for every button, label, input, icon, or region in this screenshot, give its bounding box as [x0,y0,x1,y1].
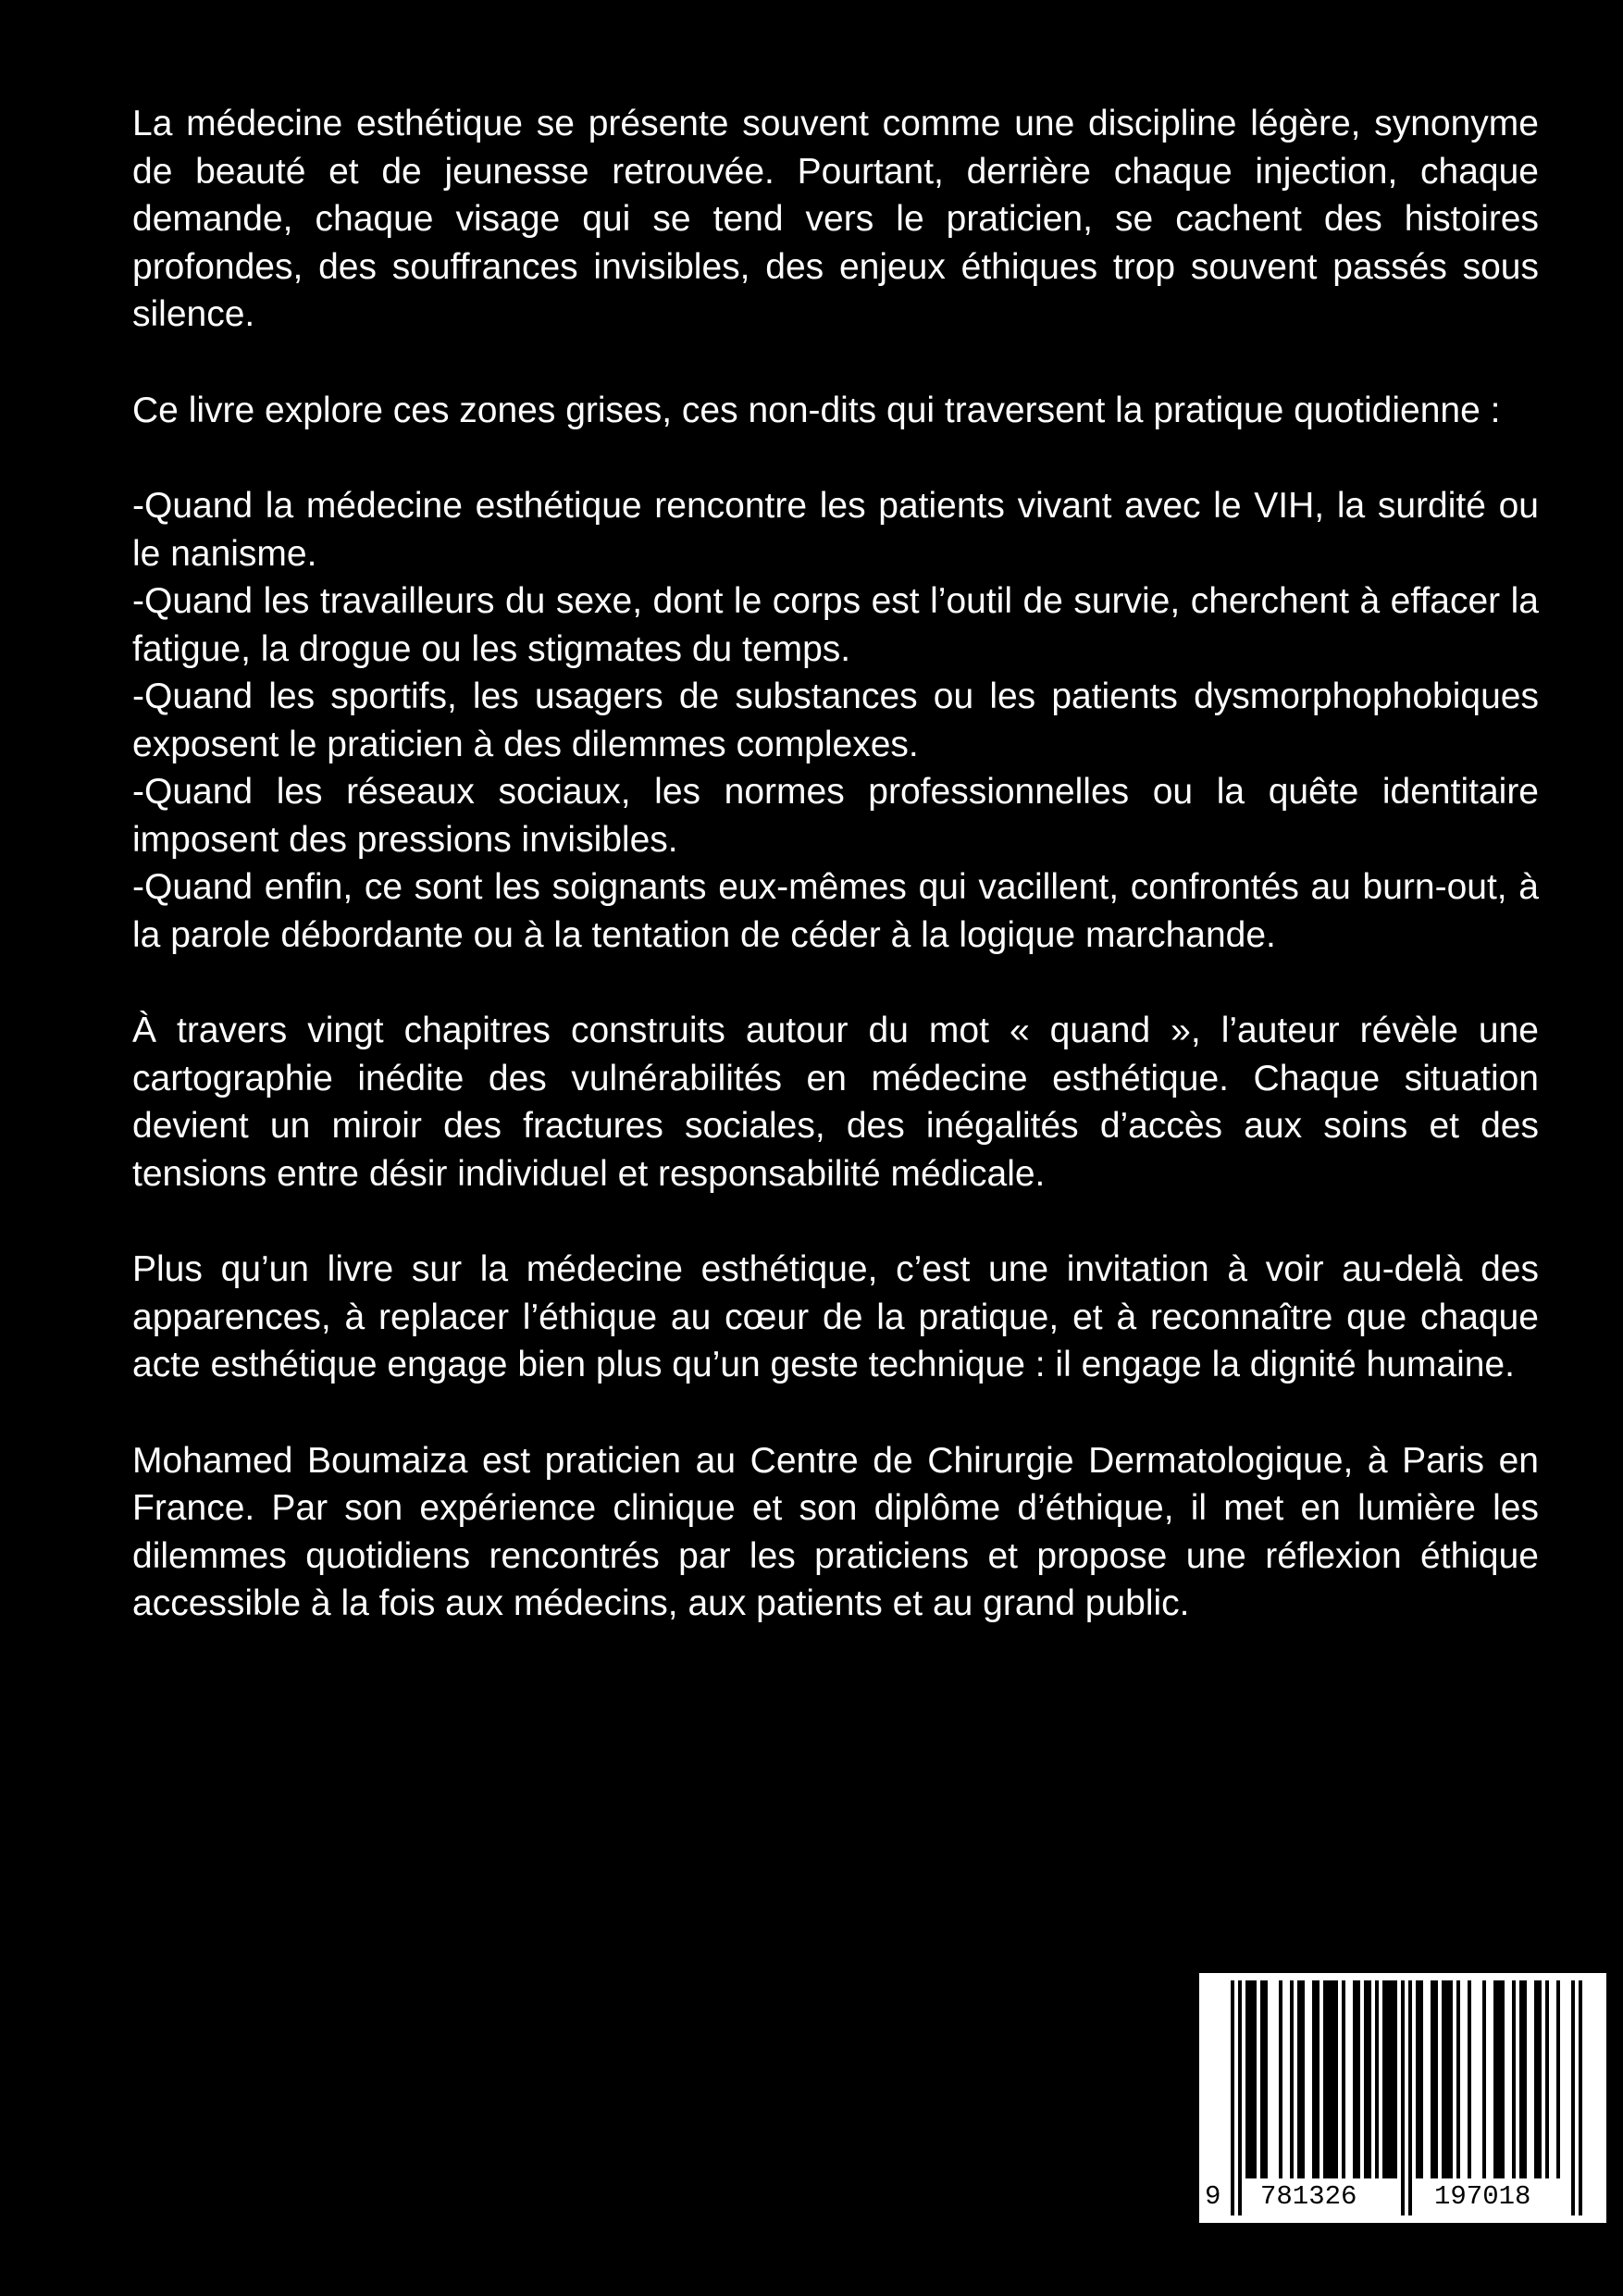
blurb-list-item: -Quand enfin, ce sont les soignants eux-mêmes qui vacillent, confrontés au burn-out, à la parole débordante ou à la tentation de céder à la logique marchande. [132,867,1539,955]
barcode-bar [1357,1980,1360,2178]
barcode-bar [1534,1980,1538,2178]
barcode-bar [1519,1980,1523,2178]
barcode-bar [1264,1980,1268,2178]
barcode-bar [1501,1980,1505,2178]
barcode-bar [1301,1980,1305,2178]
barcode-bar [1386,1980,1390,2178]
blurb-list-item: -Quand les travailleurs du sexe, dont le corps est l’outil de survie, cherchent à effacer la fatigue, la drogue ou les stigmates du temps. [132,581,1539,669]
barcode-bar [1419,1980,1423,2178]
barcode-bar [1556,1980,1560,2178]
barcode-bar [1353,1980,1357,2178]
barcode-bar [1431,1980,1434,2178]
barcode-bar [1449,1980,1453,2178]
blurb-list-item: -Quand les sportifs, les usagers de substances ou les patients dysmorphophobiques exposent le praticien à des dilemmes complexes. [132,676,1539,764]
barcode-guard-bar [1238,1980,1242,2215]
barcode-bar [1538,1980,1542,2178]
barcode-bar [1493,1980,1497,2178]
barcode-bar [1545,1980,1549,2178]
barcode-bar [1456,1980,1460,2178]
barcode-bar [1331,1980,1334,2178]
barcode-bar [1390,1980,1394,2178]
barcode-bar [1312,1980,1316,2178]
barcode-guard-bar [1579,1980,1582,2215]
back-cover-blurb [132,100,1539,1676]
barcode-bar [1279,1980,1282,2178]
barcode-guard-bar [1408,1980,1412,2215]
barcode-first-digit: 9 [1205,2181,1221,2212]
blurb-invitation-paragraph: Plus qu’un livre sur la médecine esthétique, c’est une invitation à voir au-delà des apparences, à replacer l’éthique au cœur de la pratique, et à reconnaître que chaque acte esthétique engage bien plus qu’un geste technique : il engage la dignité humaine. [132,1249,1539,1384]
barcode-bar [1297,1980,1301,2178]
barcode-bar [1523,1980,1527,2178]
barcode-bar [1245,1980,1249,2178]
barcode-bar [1260,1980,1264,2178]
barcode-bar [1316,1980,1319,2178]
barcode-bar [1327,1980,1331,2178]
author-bio-paragraph: Mohamed Boumaiza est praticien au Centre de Chirurgie Dermatologique, à Paris en France. Par son expérience clinique et son diplôme d’éthique, il met en lumière les dilemmes quotidiens rencontrés par les praticiens et propose une réflexion éthique accessible à la fois aux médecins, aux patients et au grand public. [132,1440,1539,1623]
barcode-bar [1342,1980,1345,2178]
blurb-list-item: -Quand la médecine esthétique rencontre les patients vivant avec le VIH, la surdité ou le nanisme. [132,486,1539,574]
blurb-intro-paragraph: La médecine esthétique se présente souvent comme une discipline légère, synonyme de beauté et de jeunesse retrouvée. Pourtant, derrière chaque injection, chaque demande, chaque visage qui se tend vers le praticien, se cachent des histoires profondes, des souffrances invisibles, des enjeux éthiques trop souvent passés sous silence. [132,104,1539,334]
barcode-bar [1497,1980,1501,2178]
barcode-guard-bar [1571,1980,1575,2215]
barcode-bar [1249,1980,1253,2178]
barcode-left-digits: 781326 [1260,2181,1357,2212]
barcode-bar [1394,1980,1397,2178]
blurb-chapters-paragraph: À travers vingt chapitres construits autour du mot « quand », l’auteur révèle une cartographie inédite des vulnérabilités en médecine esthétique. Chaque situation devient un miroir des fractures sociales, des inégalités d’accès aux soins et des tensions entre désir individuel et responsabilité médicale. [132,1011,1539,1194]
barcode-bar [1253,1980,1257,2178]
barcode-guard-bar [1401,1980,1405,2215]
blurb-item-list [132,482,1539,959]
barcode-bar [1434,1980,1438,2178]
barcode-bar [1382,1980,1386,2178]
barcode-bar [1334,1980,1338,2178]
blurb-lead-paragraph: Ce livre explore ces zones grises, ces non-dits qui traversent la pratique quotidienne : [132,390,1501,430]
barcode-bar [1416,1980,1419,2178]
barcode-guard-bar [1231,1980,1234,2215]
barcode-bar [1290,1980,1294,2178]
barcode-bar [1445,1980,1449,2178]
barcode-bar [1482,1980,1486,2178]
barcode-bar [1468,1980,1471,2178]
barcode-right-digits: 197018 [1434,2181,1531,2212]
barcode-bar [1323,1980,1327,2178]
blurb-list-item: -Quand les réseaux sociaux, les normes professionnelles ou la quête identitaire imposent des pressions invisibles. [132,772,1539,860]
barcode-bar [1442,1980,1445,2178]
barcode-bar [1375,1980,1379,2178]
barcode-bar [1368,1980,1371,2178]
barcode-bar [1512,1980,1516,2178]
isbn-barcode [1199,1973,1606,2223]
barcode-bar [1364,1980,1368,2178]
